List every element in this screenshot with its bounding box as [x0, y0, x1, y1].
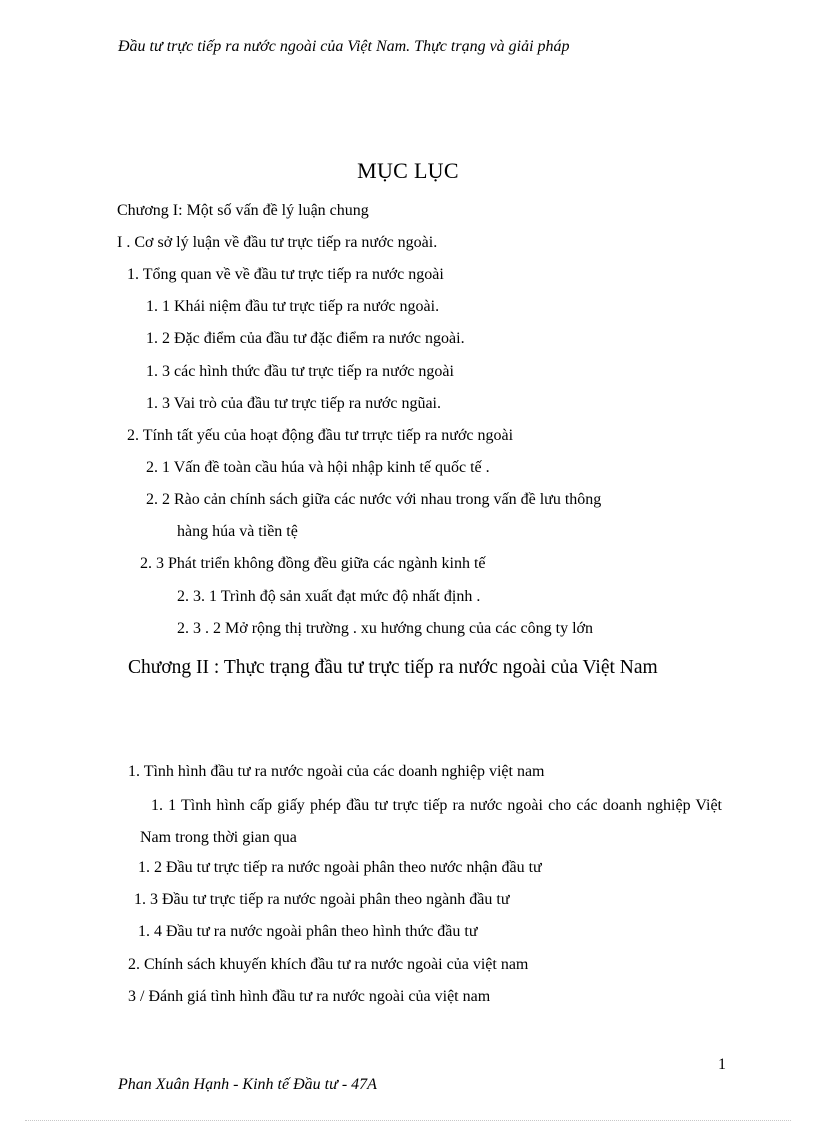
running-header: Đầu tư trực tiếp ra nước ngoài của Việt Nam. Thực trạng và giải pháp: [118, 38, 570, 55]
toc-part-1: I . Cơ sở lý luận về đầu tư trực tiếp ra nước ngoài.: [117, 234, 438, 251]
toc-subsection-1-2: 1. 2 Đặc điểm của đầu tư đặc điểm ra nước ngoài.: [146, 330, 465, 347]
running-footer: Phan Xuân Hạnh - Kinh tế Đầu tư - 47A: [118, 1076, 377, 1093]
toc-subsection-1-1: 1. 1 Khái niệm đầu tư trực tiếp ra nước ngoài.: [146, 298, 440, 315]
toc-ch2-section-1: 1. Tình hình đầu tư ra nước ngoài của các doanh nghiệp việt nam: [128, 763, 545, 780]
toc-section-2: 2. Tính tất yếu của hoạt động đầu tư trrực tiếp ra nước ngoài: [127, 427, 514, 444]
toc-subsection-2-3: 2. 3 Phát triển không đồng đều giữa các ngành kinh tế: [140, 555, 486, 572]
page-title: MỤC LỤC: [357, 158, 459, 183]
page-number: 1: [718, 1056, 726, 1073]
toc-subsection-1-3b: 1. 3 Vai trò của đầu tư trực tiếp ra nước ngũai.: [146, 395, 441, 412]
toc-chapter-2: Chương II : Thực trạng đầu tư trực tiếp ra nước ngoài của Việt Nam: [128, 657, 658, 678]
toc-subsection-2-3-2: 2. 3 . 2 Mở rộng thị trường . xu hướng chung của các công ty lớn: [177, 620, 594, 637]
toc-subsection-2-3-1: 2. 3. 1 Trình độ sản xuất đạt mức độ nhất định .: [177, 588, 481, 605]
toc-ch2-subsection-1-2: 1. 2 Đầu tư trực tiếp ra nước ngoài phân theo nước nhận đầu tư: [138, 859, 542, 876]
toc-subsection-1-3: 1. 3 các hình thức đầu tư trực tiếp ra nước ngoài: [146, 363, 454, 380]
toc-subsection-2-1: 2. 1 Vấn đề toàn cầu húa và hội nhập kinh tế quốc tế .: [146, 459, 490, 476]
toc-ch2-subsection-1-3: 1. 3 Đầu tư trực tiếp ra nước ngoài phân theo ngành đầu tư: [134, 891, 510, 908]
toc-subsection-2-2-cont: hàng húa và tiền tệ: [177, 523, 298, 540]
toc-ch2-subsection-1-4: 1. 4 Đầu tư ra nước ngoài phân theo hình thức đầu tư: [138, 923, 478, 940]
toc-ch2-subsection-1-1: 1. 1 Tình hình cấp giấy phép đầu tư trực tiếp ra nước ngoài cho các doanh nghiệp Việt Nam trong thời gian qua: [140, 797, 722, 846]
toc-subsection-2-2: 2. 2 Rào cản chính sách giữa các nước với nhau trong vấn đề lưu thông: [146, 491, 602, 508]
page-break-rule: [25, 1120, 791, 1121]
toc-ch2-section-2: 2. Chính sách khuyến khích đầu tư ra nước ngoài của việt nam: [128, 956, 529, 973]
toc-section-1: 1. Tổng quan về về đầu tư trực tiếp ra nước ngoài: [127, 266, 444, 283]
toc-chapter-1: Chương I: Một số vấn đề lý luận chung: [117, 202, 369, 219]
toc-ch2-section-3: 3 / Đánh giá tình hình đầu tư ra nước ngoài của việt nam: [128, 988, 491, 1005]
